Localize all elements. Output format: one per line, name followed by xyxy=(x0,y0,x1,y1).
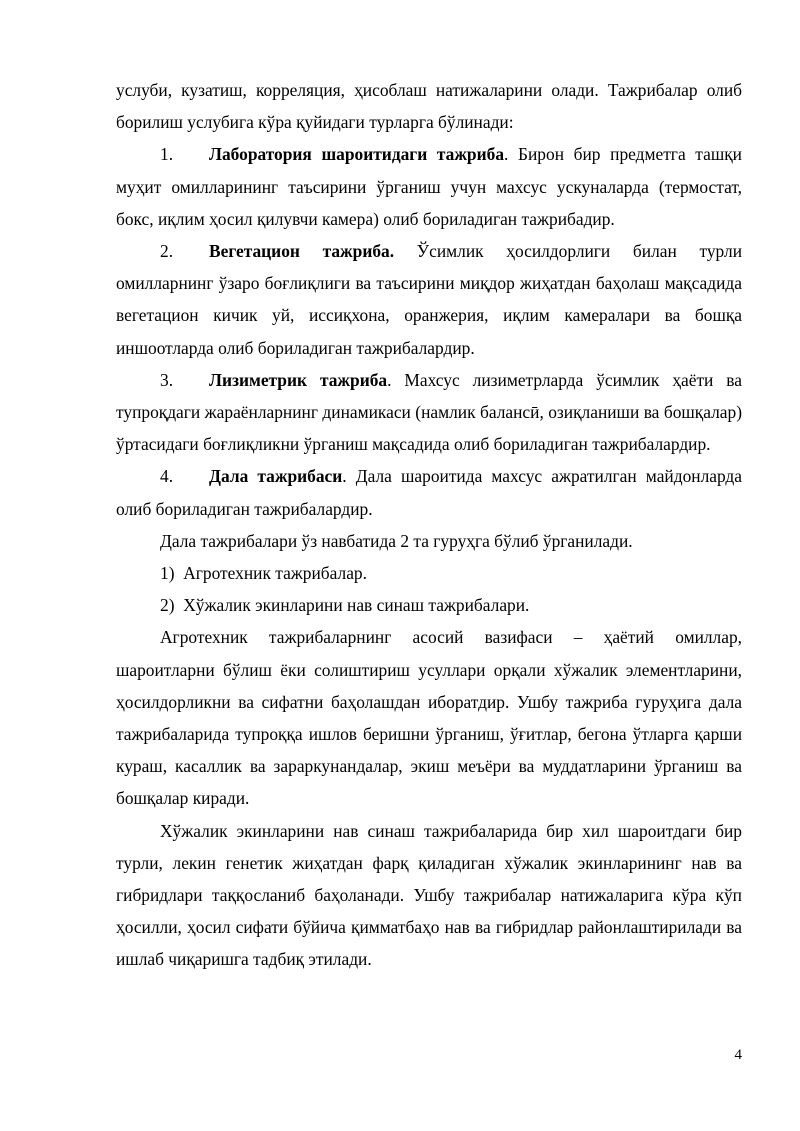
experiment-type-2 xyxy=(116,235,742,364)
list-number: 2. xyxy=(160,241,174,262)
page-number: 4 xyxy=(734,1047,742,1063)
experiment-type-term: Дала тажрибаси xyxy=(209,466,343,487)
field-experiments-intro: Дала тажрибалари ўз навбатида 2 та гуруҳга бўлиб ўрганилади. xyxy=(160,530,633,551)
list-number: 2) xyxy=(160,595,175,616)
list-number: 3. xyxy=(160,369,174,390)
agrotechnical-paragraph: Агротехник тажрибаларнинг асосий вазифаси – ҳаётий омиллар, шароитларни бўлиш ёки солиштириш усуллари орқали хўжалик элементларини, ҳосилдорликни ва сифатни баҳолашдан иборатдир. Ушбу тажриба гуруҳига дала тажрибаларида тупроққа ишлов беришни ўрганиш, ўғитлар, бегона ўтларга қарши кураш, касаллик ва зараркунандалар, экиш меъёри ва муддатларини ўрганиш ва бошқалар киради. xyxy=(116,627,742,809)
intro-paragraph: услуби, кузатиш, корреляция, ҳисоблаш натижаларини олади. Тажрибалар олиб борилиш услубига кўра қуйидаги турларга бўлинади: xyxy=(116,80,742,133)
list-number: 1. xyxy=(160,144,174,165)
group-item-2 xyxy=(116,589,742,621)
list-number: 1) xyxy=(160,563,175,584)
experiment-type-3 xyxy=(116,364,742,461)
experiment-type-term: Вегетацион тажриба. xyxy=(209,241,395,262)
experiment-type-1 xyxy=(116,138,742,235)
experiment-type-term: Лизиметрик тажриба xyxy=(209,369,388,390)
experiment-type-description: . Дала шароитида махсус ажратилган майдонларда олиб бориладиган тажрибалардир. xyxy=(116,466,742,519)
experiment-type-description: Ўсимлик ҳосилдорлиги билан турли омилларнинг ўзаро боғлиқлиги ва таъсирини миқдор жиҳатдан баҳолаш мақсадида вегетацион кичик уй, иссиқхона, оранжерия, иқлим камералари ва бошқа иншоотларда олиб бориладиган тажрибалардир. xyxy=(116,241,743,358)
variety-testing-paragraph: Хўжалик экинларини нав синаш тажрибаларида бир хил шароитдаги бир турли, лекин генетик жиҳатдан фарқ қиладиган хўжалик экинларининг нав ва гибридлари таққосланиб баҳоланади. Ушбу тажрибалар натижаларига кўра кўп ҳосилли, ҳосил сифати бўйича қимматбаҳо нав ва гибридлар районлаштирилади ва ишлаб чиқаришга тадбиқ этилади. xyxy=(116,820,742,970)
experiment-type-description: . Махсус лизиметрларда ўсимлик ҳаёти ва тупроқдаги жараёнларнинг динамикаси (намлик балансӣ, озиқланиши ва бошқалар) ўртасидаги боғлиқликни ўрганиш мақсадида олиб бориладиган тажрибалардир. xyxy=(116,369,743,455)
experiment-type-term: Лаборатория шароитидаги тажриба xyxy=(209,144,505,165)
group-item-text: Хўжалик экинларини нав синаш тажрибалари. xyxy=(183,595,530,616)
page-body xyxy=(116,74,742,976)
group-item-text: Агротехник тажрибалар. xyxy=(183,563,367,584)
experiment-type-4 xyxy=(116,460,742,524)
list-number: 4. xyxy=(160,466,174,487)
experiment-type-description: . Бирон бир предметга ташқи муҳит омилларининг таъсирини ўрганиш учун махсус ускуналарда (термостат, бокс, иқлим ҳосил қилувчи камера) олиб бориладиган тажрибадир. xyxy=(116,144,742,229)
group-item-1 xyxy=(116,557,742,589)
